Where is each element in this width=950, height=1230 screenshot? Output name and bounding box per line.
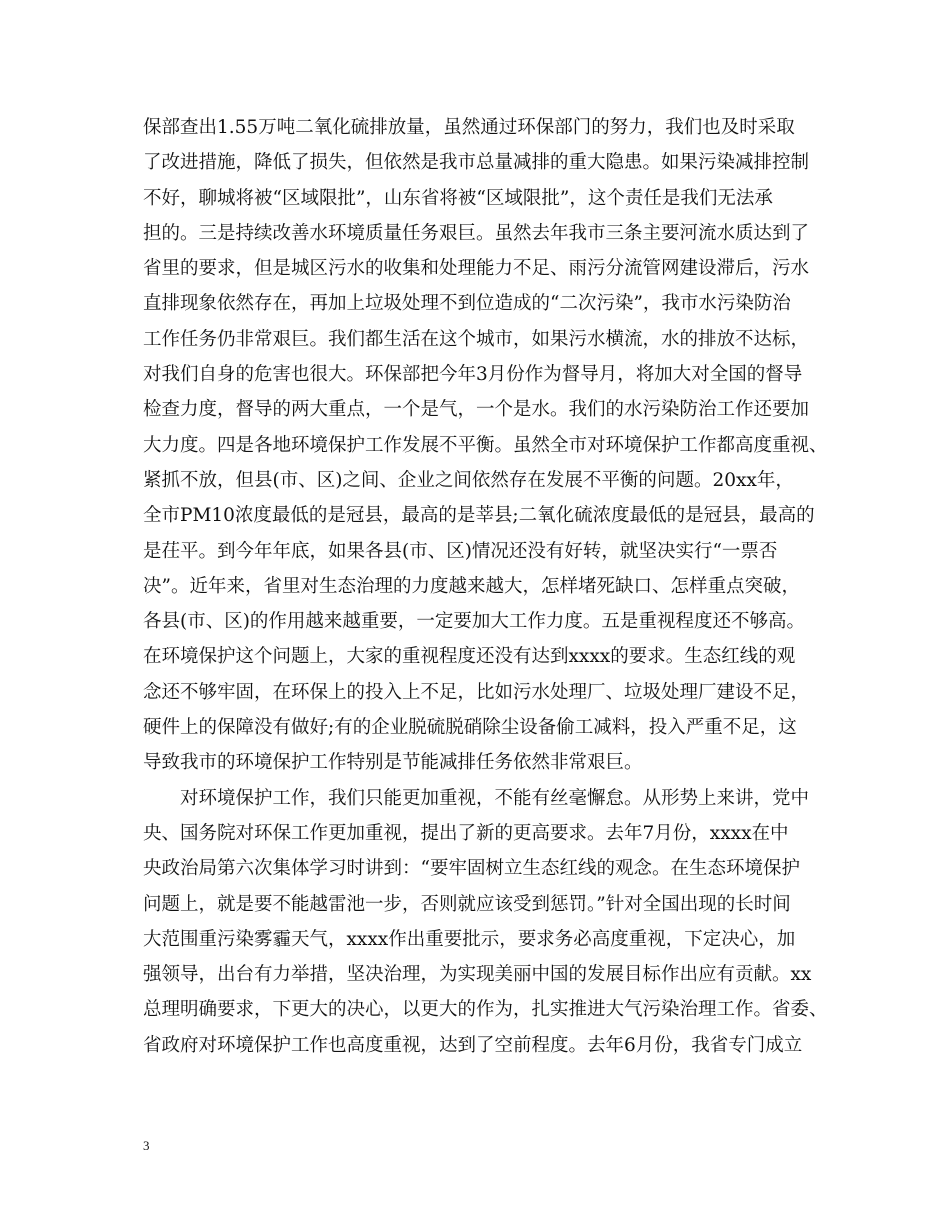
text-line: 省里的要求，但是城区污水的收集和处理能力不足、雨污分流管网建设滞后，污水 xyxy=(143,258,810,280)
text-line: 各县(市、区)的作用越来越重要，一定要加大工作力度。五是重视程度还不够高。 xyxy=(143,611,805,633)
text-line: 保部查出1.55万吨二氧化硫排放量，虽然通过环保部门的努力，我们也及时采取 xyxy=(143,117,795,138)
text-line: 直排现象依然存在，再加上垃圾处理不到位造成的“二次污染”，我市水污染防治 xyxy=(143,293,791,315)
text-line: 念还不够牢固，在环保上的投入上不足，比如污水处理厂、垃圾处理厂建设不足， xyxy=(143,681,810,703)
text-line: 检查力度，督导的两大重点，一个是气，一个是水。我们的水污染防治工作还要加 xyxy=(143,399,810,421)
text-line: 对我们自身的危害也很大。环保部把今年3月份作为督导月，将加大对全国的督导 xyxy=(143,364,803,386)
text-line: 硬件上的保障没有做好;有的企业脱硫脱硝除尘设备偷工减料，投入严重不足，这 xyxy=(143,717,797,739)
text-line: 了改进措施，降低了损失，但依然是我市总量减排的重大隐患。如果污染减排控制 xyxy=(143,152,810,174)
text-line: 大范围重污染雾霾天气，xxxx作出重要批示，要求务必高度重视，下定决心，加 xyxy=(143,928,796,950)
text-line: 在环境保护这个问题上，大家的重视程度还没有达到xxxx的要求。生态红线的观 xyxy=(143,646,796,668)
page-number: 3 xyxy=(143,1138,150,1153)
text-line: 工作任务仍非常艰巨。我们都生活在这个城市，如果污水横流，水的排放不达标， xyxy=(143,328,810,350)
text-line: 不好，聊城将被“区域限批”，山东省将被“区域限批”，这个责任是我们无法承 xyxy=(143,187,773,209)
text-line: 紧抓不放，但县(市、区)之间、企业之间依然存在发展不平衡的问题。20xx年， xyxy=(143,469,794,491)
text-line: 大力度。四是各地环境保护工作发展不平衡。虽然全市对环境保护工作都高度重视、 xyxy=(143,434,828,456)
text-line: 决”。近年来，省里对生态治理的力度越来越大，怎样堵死缺口、怎样重点突破， xyxy=(143,575,800,597)
text-line: 问题上，就是要不能越雷池一步，否则就应该受到惩罚。”针对全国出现的长时间 xyxy=(143,893,791,915)
text-line: 总理明确要求，下更大的决心，以更大的作为，扎实推进大气污染治理工作。省委、 xyxy=(143,999,828,1021)
paragraph-first-line: 对环境保护工作，我们只能更加重视，不能有丝毫懈怠。从形势上来讲，党中 xyxy=(180,787,810,809)
text-line: 全市PM10浓度最低的是冠县，最高的是莘县;二氧化硫浓度最低的是冠县，最高的 xyxy=(143,505,815,527)
text-line: 省政府对环境保护工作也高度重视，达到了空前程度。去年6月份，我省专门成立 xyxy=(143,1034,803,1056)
text-line: 央、国务院对环保工作更加重视，提出了新的更高要求。去年7月份，xxxx在中 xyxy=(143,822,789,844)
body-text xyxy=(143,110,828,1063)
text-line: 担的。三是持续改善水环境质量任务艰巨。虽然去年我市三条主要河流水质达到了 xyxy=(143,222,810,244)
text-line: 是茌平。到今年年底，如果各县(市、区)情况还没有好转，就坚决实行“一票否 xyxy=(143,540,778,562)
text-line: 强领导，出台有力举措，坚决治理，为实现美丽中国的发展目标作出应有贡献。xx xyxy=(143,964,812,986)
text-line: 央政治局第六次集体学习时讲到：“要牢固树立生态红线的观念。在生态环境保护 xyxy=(143,858,800,880)
text-line: 导致我市的环境保护工作特别是节能减排任务依然非常艰巨。 xyxy=(143,752,643,774)
